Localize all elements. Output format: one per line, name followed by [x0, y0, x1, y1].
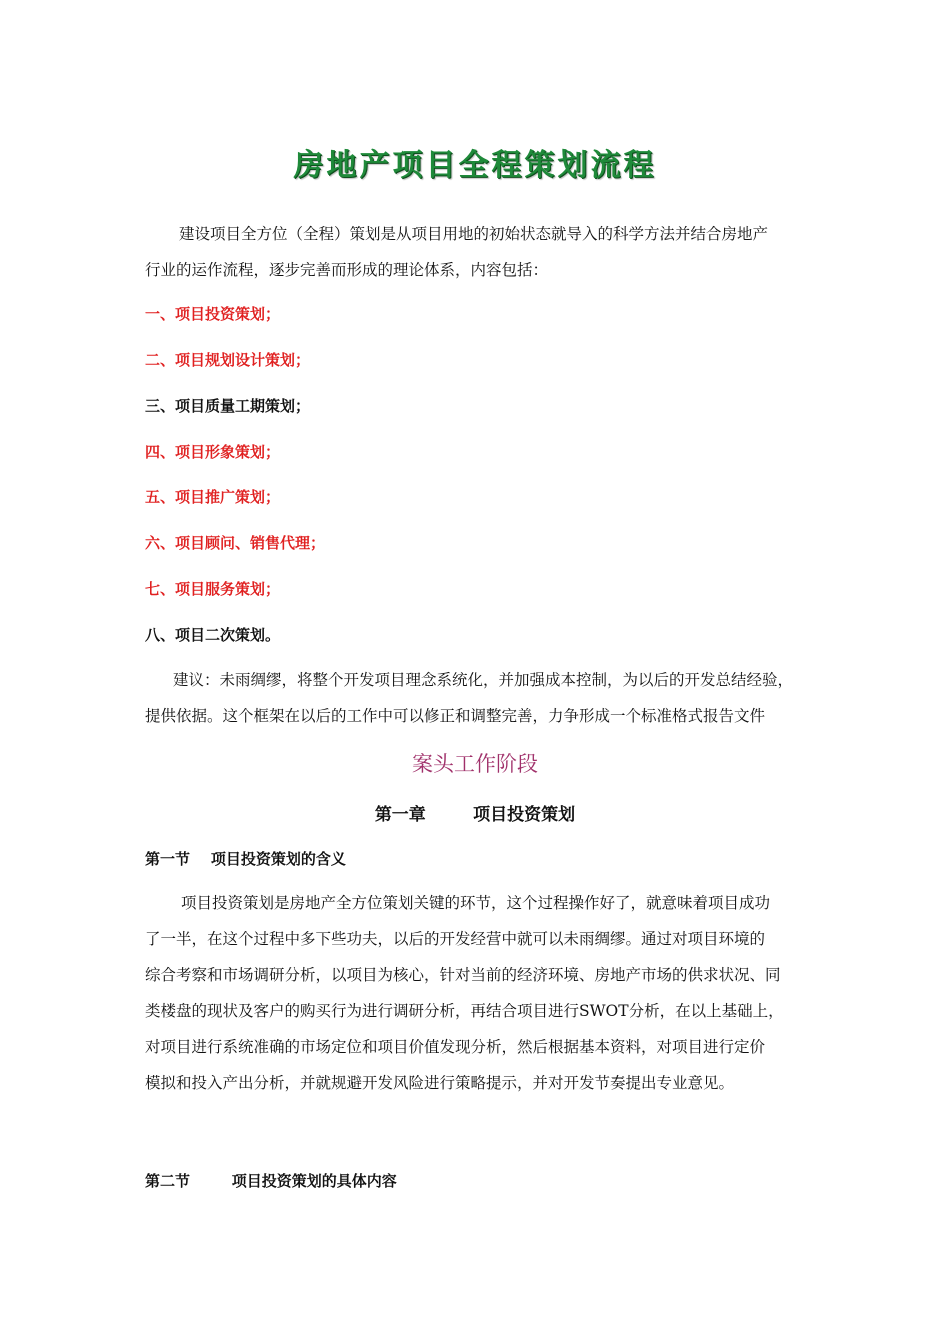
- chapter-heading: 第一章 项目投资策划: [374, 805, 576, 825]
- section-1-line-3: 综合考察和市场调研分析，以项目为核心，针对当前的经济环境、房地产市场的供求状况、同: [145, 966, 781, 984]
- list-item-6: 六、项目顾问、销售代理；: [145, 534, 326, 552]
- suggestion-line-2: 提供依据。这个框架在以后的工作中可以修正和调整完善，力争形成一个标准格式报告文件: [145, 707, 766, 725]
- list-item-2: 二、项目规划设计策划；: [145, 351, 311, 369]
- section-1-line-6: 模拟和投入产出分析，并就规避开发风险进行策略提示，并对开发节奏提出专业意见。: [145, 1074, 735, 1092]
- section-1-line-4: 类楼盘的现状及客户的购买行为进行调研分析，再结合项目进行SWOT分析，在以上基础上，: [145, 1002, 784, 1020]
- list-item-1: 一、项目投资策划；: [145, 305, 281, 323]
- intro-line-1: 建设项目全方位（全程）策划是从项目用地的初始状态就导入的科学方法并结合房地产: [179, 225, 769, 243]
- list-item-4: 四、项目形象策划；: [145, 443, 281, 461]
- stage-heading: 案头工作阶段: [412, 752, 538, 776]
- section-1-heading: 第一节 项目投资策划的含义: [145, 850, 346, 868]
- list-item-5: 五、项目推广策划；: [145, 488, 281, 506]
- section-1-line-5: 对项目进行系统准确的市场定位和项目价值发现分析，然后根据基本资料，对项目进行定价: [145, 1038, 766, 1056]
- section-2-heading: 第二节 项目投资策划的具体内容: [145, 1172, 397, 1190]
- section-1-body: [145, 885, 810, 1101]
- list-item-8: 八、项目二次策划。: [145, 626, 281, 644]
- section-1-line-2: 了一半，在这个过程中多下些功夫，以后的开发经营中就可以未雨绸缪。通过对项目环境的: [145, 930, 766, 948]
- suggestion-paragraph: [145, 662, 810, 734]
- suggestion-line-1: 建议：未雨绸缪，将整个开发项目理念系统化，并加强成本控制，为以后的开发总结经验，: [173, 671, 794, 689]
- section-1-line-1: 项目投资策划是房地产全方位策划关键的环节，这个过程操作好了，就意味着项目成功: [181, 894, 771, 912]
- list-item-7: 七、项目服务策划；: [145, 580, 281, 598]
- document-title: 房地产项目全程策划流程: [293, 148, 657, 183]
- list-item-3: 三、项目质量工期策划；: [145, 397, 311, 415]
- intro-paragraph: [145, 216, 810, 288]
- intro-line-2: 行业的运作流程，逐步完善而形成的理论体系，内容包括：: [145, 261, 549, 279]
